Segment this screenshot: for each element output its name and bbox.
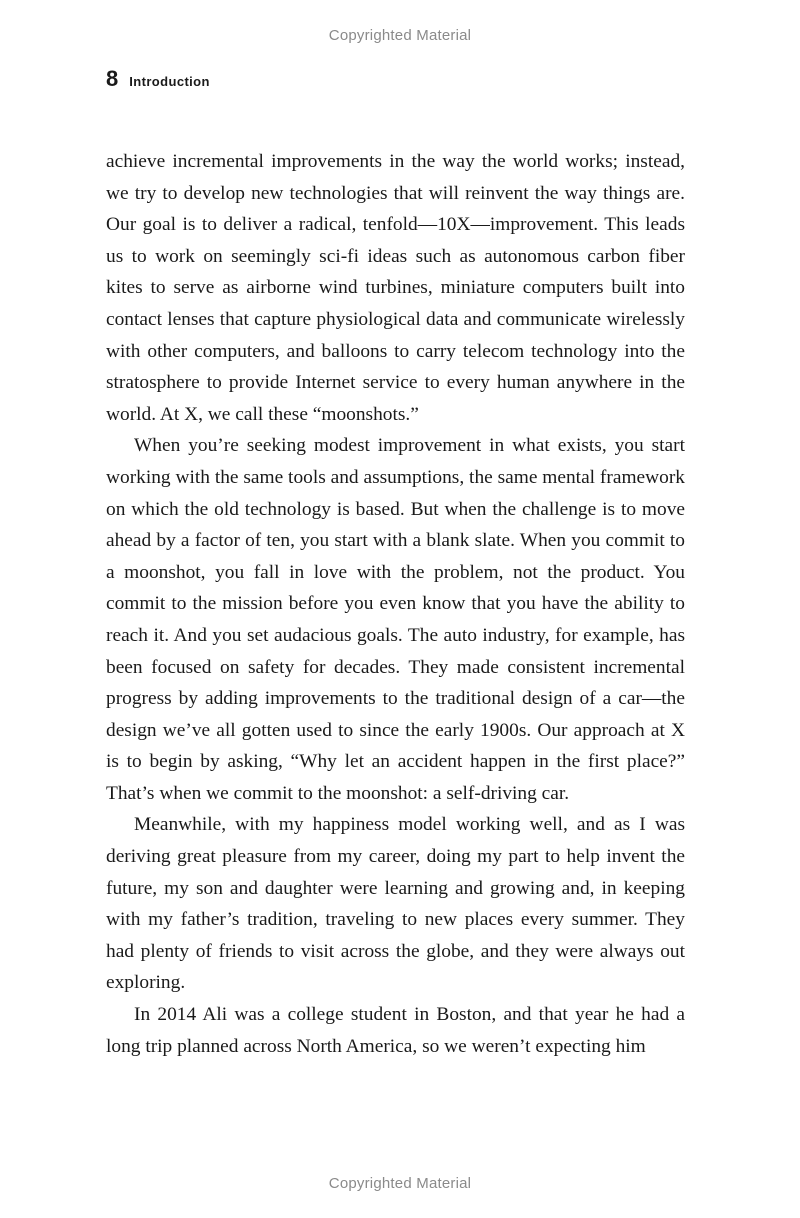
paragraph-4: In 2014 Ali was a college student in Boston, and that year he had a long trip planned across North America, so we weren’t expecting him [106,1004,685,1057]
body-text [106,146,685,1062]
section-title: Introduction [129,74,210,89]
paragraph-3: Meanwhile, with my happiness model working well, and as I was deriving great pleasure from my career, doing my part to help invent the future, my son and daughter were learning and growing and, in keeping with my father’s tradition, traveling to new places every summer. They had plenty of friends to visit across the globe, and they were always out exploring. [106,814,685,994]
page-number: 8 [106,66,119,91]
paragraph-2: When you’re seeking modest improvement in what exists, you start working with the same tools and assumptions, the same mental framework on which the old technology is based. But when the challenge is to move ahead by a factor of ten, you start with a blank slate. When you commit to a moonshot, you fall in love with the problem, not the product. You commit to the mission before you even know that you have the ability to reach it. And you set audacious goals. The auto industry, for example, has been focused on safety for decades. They made consistent incremental progress by adding improvements to the traditional design of a car—the design we’ve all gotten used to since the early 1900s. Our approach at X is to begin by asking, “Why let an accident happen in the first place?” That’s when we commit to the moonshot: a self-driving car. [106,435,685,804]
copyright-watermark-top: Copyrighted Material [328,27,472,44]
paragraph-1: achieve incremental improvements in the way the world works; instead, we try to develop new technologies that will reinvent the way things are. Our goal is to deliver a radical, tenfold—10X—improvement. This leads us to work on seemingly sci-fi ideas such as autonomous carbon fiber kites to serve as airborne wind turbines, miniature computers built into contact lenses that capture physiological data and communicate wirelessly with other computers, and balloons to carry telecom technology into the stratosphere to provide Internet service to every human anywhere in the world. At X, we call these “moonshots.” [106,151,685,425]
copyright-watermark-bottom: Copyrighted Material [328,1175,472,1192]
running-header [106,66,210,92]
